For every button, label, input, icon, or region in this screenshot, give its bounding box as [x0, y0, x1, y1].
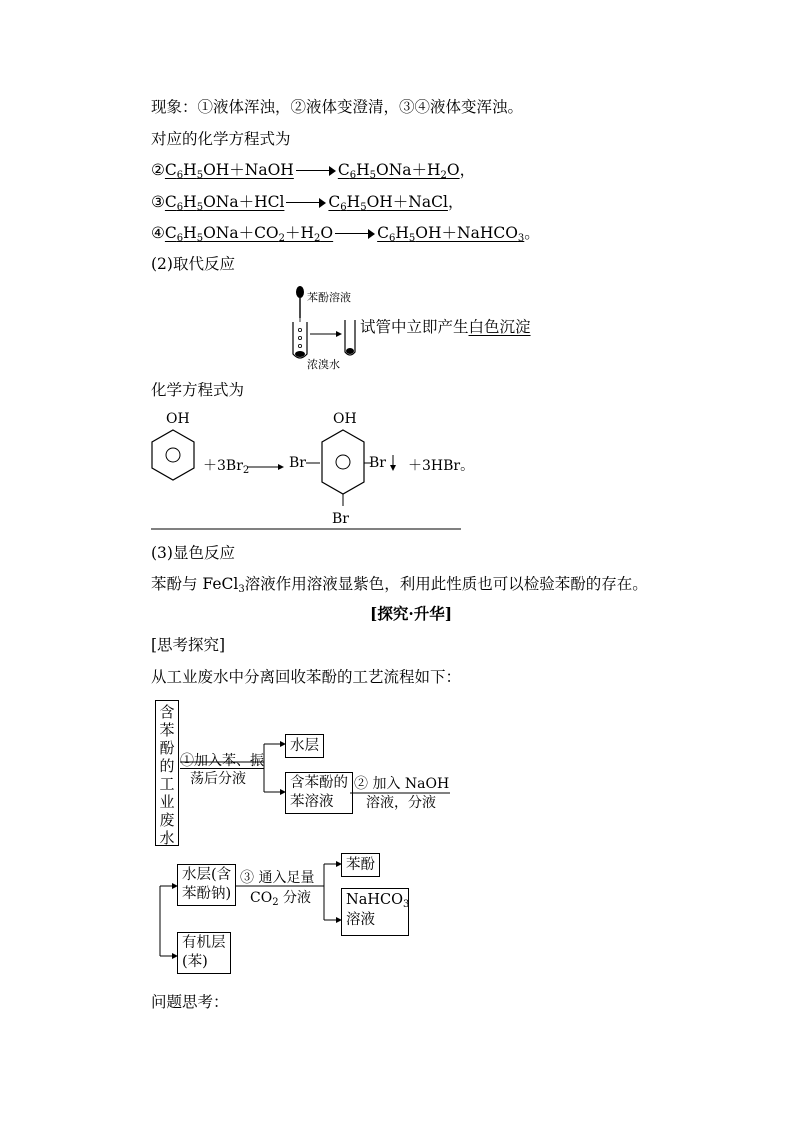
- phenol-ring: [150, 428, 196, 488]
- equation-marker: ④: [151, 224, 165, 242]
- equation-intro: 对应的化学方程式为: [151, 130, 291, 148]
- bromo-bottom: Br: [332, 511, 349, 527]
- equation-marker: ②: [151, 161, 165, 179]
- color-reaction-text: 苯酚与 FeCl$_3$溶液作用溶液显紫色，利用此性质也可以检验苯酚的存在。: [151, 575, 648, 595]
- hbr-byproduct: ＋3HBr。: [408, 458, 475, 474]
- product-oh: OH: [333, 411, 357, 427]
- equation-marker: ③: [151, 193, 165, 211]
- step-3-bottom: $CO_2$ 分液: [250, 890, 312, 908]
- result-precipitate: 白色沉淀: [468, 318, 531, 336]
- result-prefix: 试管中立即产生: [360, 318, 469, 336]
- phenomenon-text: 现象：①液体浑浊，②液体变澄清，③④液体变浑浊。: [151, 98, 524, 116]
- benzene-solution-box: 含苯酚的 苯溶液: [285, 772, 353, 814]
- reaction-arrow: [296, 166, 336, 176]
- flow-intro: 从工业废水中分离回收苯酚的工艺流程如下：: [151, 668, 462, 686]
- phenol-oh: OH: [166, 411, 190, 427]
- bromo-right: Br: [369, 455, 386, 471]
- step-1-bottom: 荡后分液: [190, 771, 246, 787]
- equation-rhs: $C_6H_5OH+NaHCO_3$: [377, 224, 525, 244]
- equation-lhs: $C_6H_5ONa+CO_2+H_2O$: [164, 224, 334, 244]
- step-2-top: ② 加入 NaOH: [354, 776, 450, 792]
- water-layer-box: 水层: [285, 734, 324, 758]
- bromo-left: Br: [289, 455, 306, 471]
- nahco3-solution-box: NaHCO$_3$ 溶液: [341, 888, 409, 936]
- section-3-title: (3)显色反应: [151, 544, 235, 562]
- equation-rhs: $C_6H_5OH+NaCl$: [328, 193, 448, 213]
- reaction-arrow: [248, 462, 284, 472]
- equation-4: [151, 223, 540, 243]
- bromine-reagent: $+3Br_2$: [203, 458, 250, 476]
- equation-title-2: 化学方程式为: [151, 381, 245, 399]
- question-heading: 问题思考：: [151, 993, 229, 1011]
- reaction-arrow: [335, 229, 375, 239]
- sodium-phenoxide-water-box: 水层(含 苯酚钠): [177, 864, 236, 906]
- equation-rhs: $C_6H_5ONa+H_2O$: [337, 161, 460, 181]
- organic-layer-box: 有机层 (苯): [177, 932, 231, 974]
- equation-end: ，: [459, 161, 476, 179]
- explore-heading: [探究·升华]: [370, 604, 453, 623]
- step-3-top: ③ 通入足量: [240, 870, 315, 886]
- experiment-result: [360, 317, 531, 337]
- phenol-box: 苯酚: [341, 853, 380, 877]
- section-divider: [151, 528, 461, 530]
- equation-end: 。: [524, 224, 540, 242]
- equation-lhs: $C_6H_5OH+NaOH$: [164, 161, 294, 181]
- section-2-title: (2)取代反应: [151, 255, 235, 273]
- step-1-top: ①加入苯、振: [180, 753, 264, 769]
- dropper-label: 苯酚溶液: [307, 291, 351, 304]
- tribromophenol-ring: [306, 428, 376, 518]
- wastewater-box: 含 苯 酚 的 工 业 废 水: [155, 700, 179, 846]
- equation-end: ，: [447, 193, 464, 211]
- equation-lhs: $C_6H_5ONa+HCl$: [164, 193, 285, 213]
- equation-2: [151, 160, 475, 180]
- reaction-arrow: [286, 198, 326, 208]
- equation-3: [151, 192, 463, 212]
- step-2-bottom: 溶液，分液: [366, 795, 436, 811]
- thinking-heading: [思考探究]: [151, 636, 226, 654]
- tube-label: 浓溴水: [307, 358, 340, 371]
- precipitate-arrow-icon: [389, 455, 397, 471]
